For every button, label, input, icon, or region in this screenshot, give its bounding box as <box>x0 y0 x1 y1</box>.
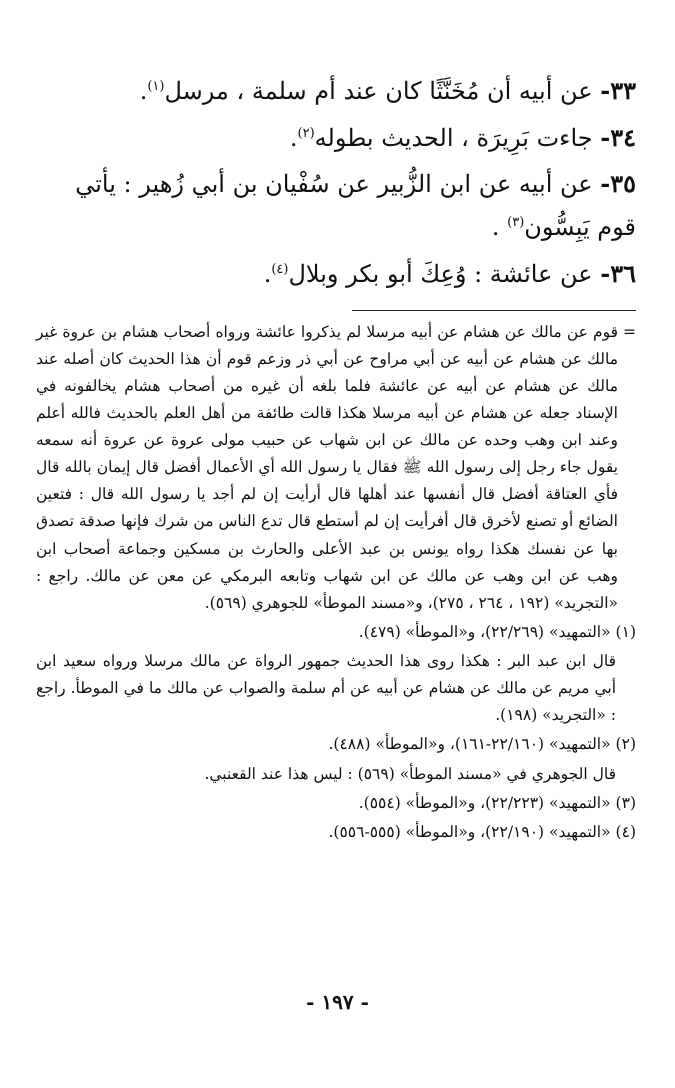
hadith-number: ٣٤- <box>600 122 636 152</box>
footnote <box>36 619 636 646</box>
footnote <box>36 819 636 846</box>
hadith-text: عن أبيه عن ابن الزُّبير عن سُفْيان بن أبي زُهير : يأتي قوم يَبِسُّون <box>75 170 636 242</box>
hadith-text: عن أبيه أن مُخَنَّثًا كان عند أم سلمة ، مرسل <box>164 77 593 105</box>
footnote <box>36 731 636 758</box>
hadith-end: . <box>139 77 148 105</box>
footnote-text: «التمهيد» (٢٢/١٩٠)، و«الموطأ» (٥٥٥-٥٥٦). <box>328 822 611 841</box>
hadith-text: عن عائشة : وُعِكَ أبو بكر وبلال <box>288 259 593 288</box>
footnote-label: (١) <box>615 622 636 641</box>
hadith-item <box>36 70 636 113</box>
hadith-end: . <box>263 259 272 288</box>
continuation-text: قوم عن مالك عن هشام عن أبيه مرسلا لم يذكروا عائشة ورواه أصحاب هشام بن عروة غير مالك عن هشام عن أبيه عن أبي مراوح عن أبي ذر وزعم قوم أن هذا الحديث كان أصله عند مالك عن هشام عن أبيه عن عائشة فلما بلغه أن غيره من أصحاب هشام يخالفونه في الإسناد جعله عن هشام عن أبيه مرسلا هكذا قالت طائفة من أهل العلم بالحديث فالله أعلم وعند ابن وهب وحده عن مالك عن ابن شهاب عن حبيب مولى عروة عن عروة أنه سمعه يقول جاء رجل إلى رسول الله ﷺ فقال يا رسول الله أي الأعمال أفضل قال إيمان بالله قال فأي العتاقة أفضل قال أنفسها عند أهلها قال أرأيت إن لم أجد يا رسول الله قال : فتعين الضائع أو تصنع لأخرق قال أفرأيت إن لم أستطع قال تدع الناس من شرك فإنها صدقة تصدق بها عن نفسك هكذا رواه يونس بن عبد الأعلى والحارث بن مسكين وجماعة أصحاب ابن وهب عن ابن وهب عن مالك عن ابن شهاب وتابعه البرمكي عن معن عن مالك. راجع : «التجريد» (١٩٢ ، ٢٦٤ ، ٢٧٥)، و«مسند الموطأ» للجوهري (٥٦٩). <box>36 322 618 612</box>
hadith-number: ٣٣- <box>600 76 636 105</box>
footnote-text: «التمهيد» (٢٢/٢٦٩)، و«الموطأ» (٤٧٩). <box>358 622 611 641</box>
footnote-ref: (٢) <box>297 125 315 141</box>
continuation-mark: = <box>623 322 636 341</box>
hadith-number: ٣٥- <box>600 169 636 199</box>
hadith-end: . <box>491 213 508 242</box>
footnote-text: «التمهيد» (٢٢/٢٢٣)، و«الموطأ» (٥٥٤). <box>358 793 611 812</box>
footnote-ref: (٣) <box>507 215 525 231</box>
footnote-ref: (٤) <box>271 261 289 277</box>
footnote-comment: قال ابن عبد البر : هكذا روى هذا الحديث جمهور الرواة عن مالك مرسلا ورواه سعيد ابن أبي مريم عن مالك عن هشام عن أبيه عن أم سلمة والصواب عن مالك ما في الموطأ. راجع : «التجريد» (١٩٨). <box>36 652 616 725</box>
footnote-continuation <box>36 319 636 617</box>
hadith-item <box>36 117 636 160</box>
footnote-ref: (١) <box>147 79 165 94</box>
footnote-label: (٤) <box>615 822 636 841</box>
footnote-comment: قال الجوهري في «مسند الموطأ» (٥٦٩) : ليس هذا عند القعنبي. <box>204 764 616 783</box>
footnote <box>36 790 636 817</box>
hadith-end: . <box>289 123 298 152</box>
page-body <box>36 70 636 848</box>
hadith-item <box>36 163 636 248</box>
hadith-list <box>36 70 636 296</box>
page-number: - ١٩٧ - <box>306 990 369 1014</box>
hadith-text: جاءت بَرِيرَة ، الحديث بطوله <box>314 123 593 152</box>
footnote-label: (٣) <box>615 793 636 812</box>
footnote-divider <box>352 310 636 311</box>
footnote-label: (٢) <box>615 735 636 754</box>
hadith-item <box>36 253 636 296</box>
footnotes-section <box>36 319 636 846</box>
footnote-text: «التمهيد» (٢٢/١٦٠-١٦١)، و«الموطأ» (٤٨٨). <box>328 735 611 754</box>
hadith-number: ٣٦- <box>600 258 636 288</box>
